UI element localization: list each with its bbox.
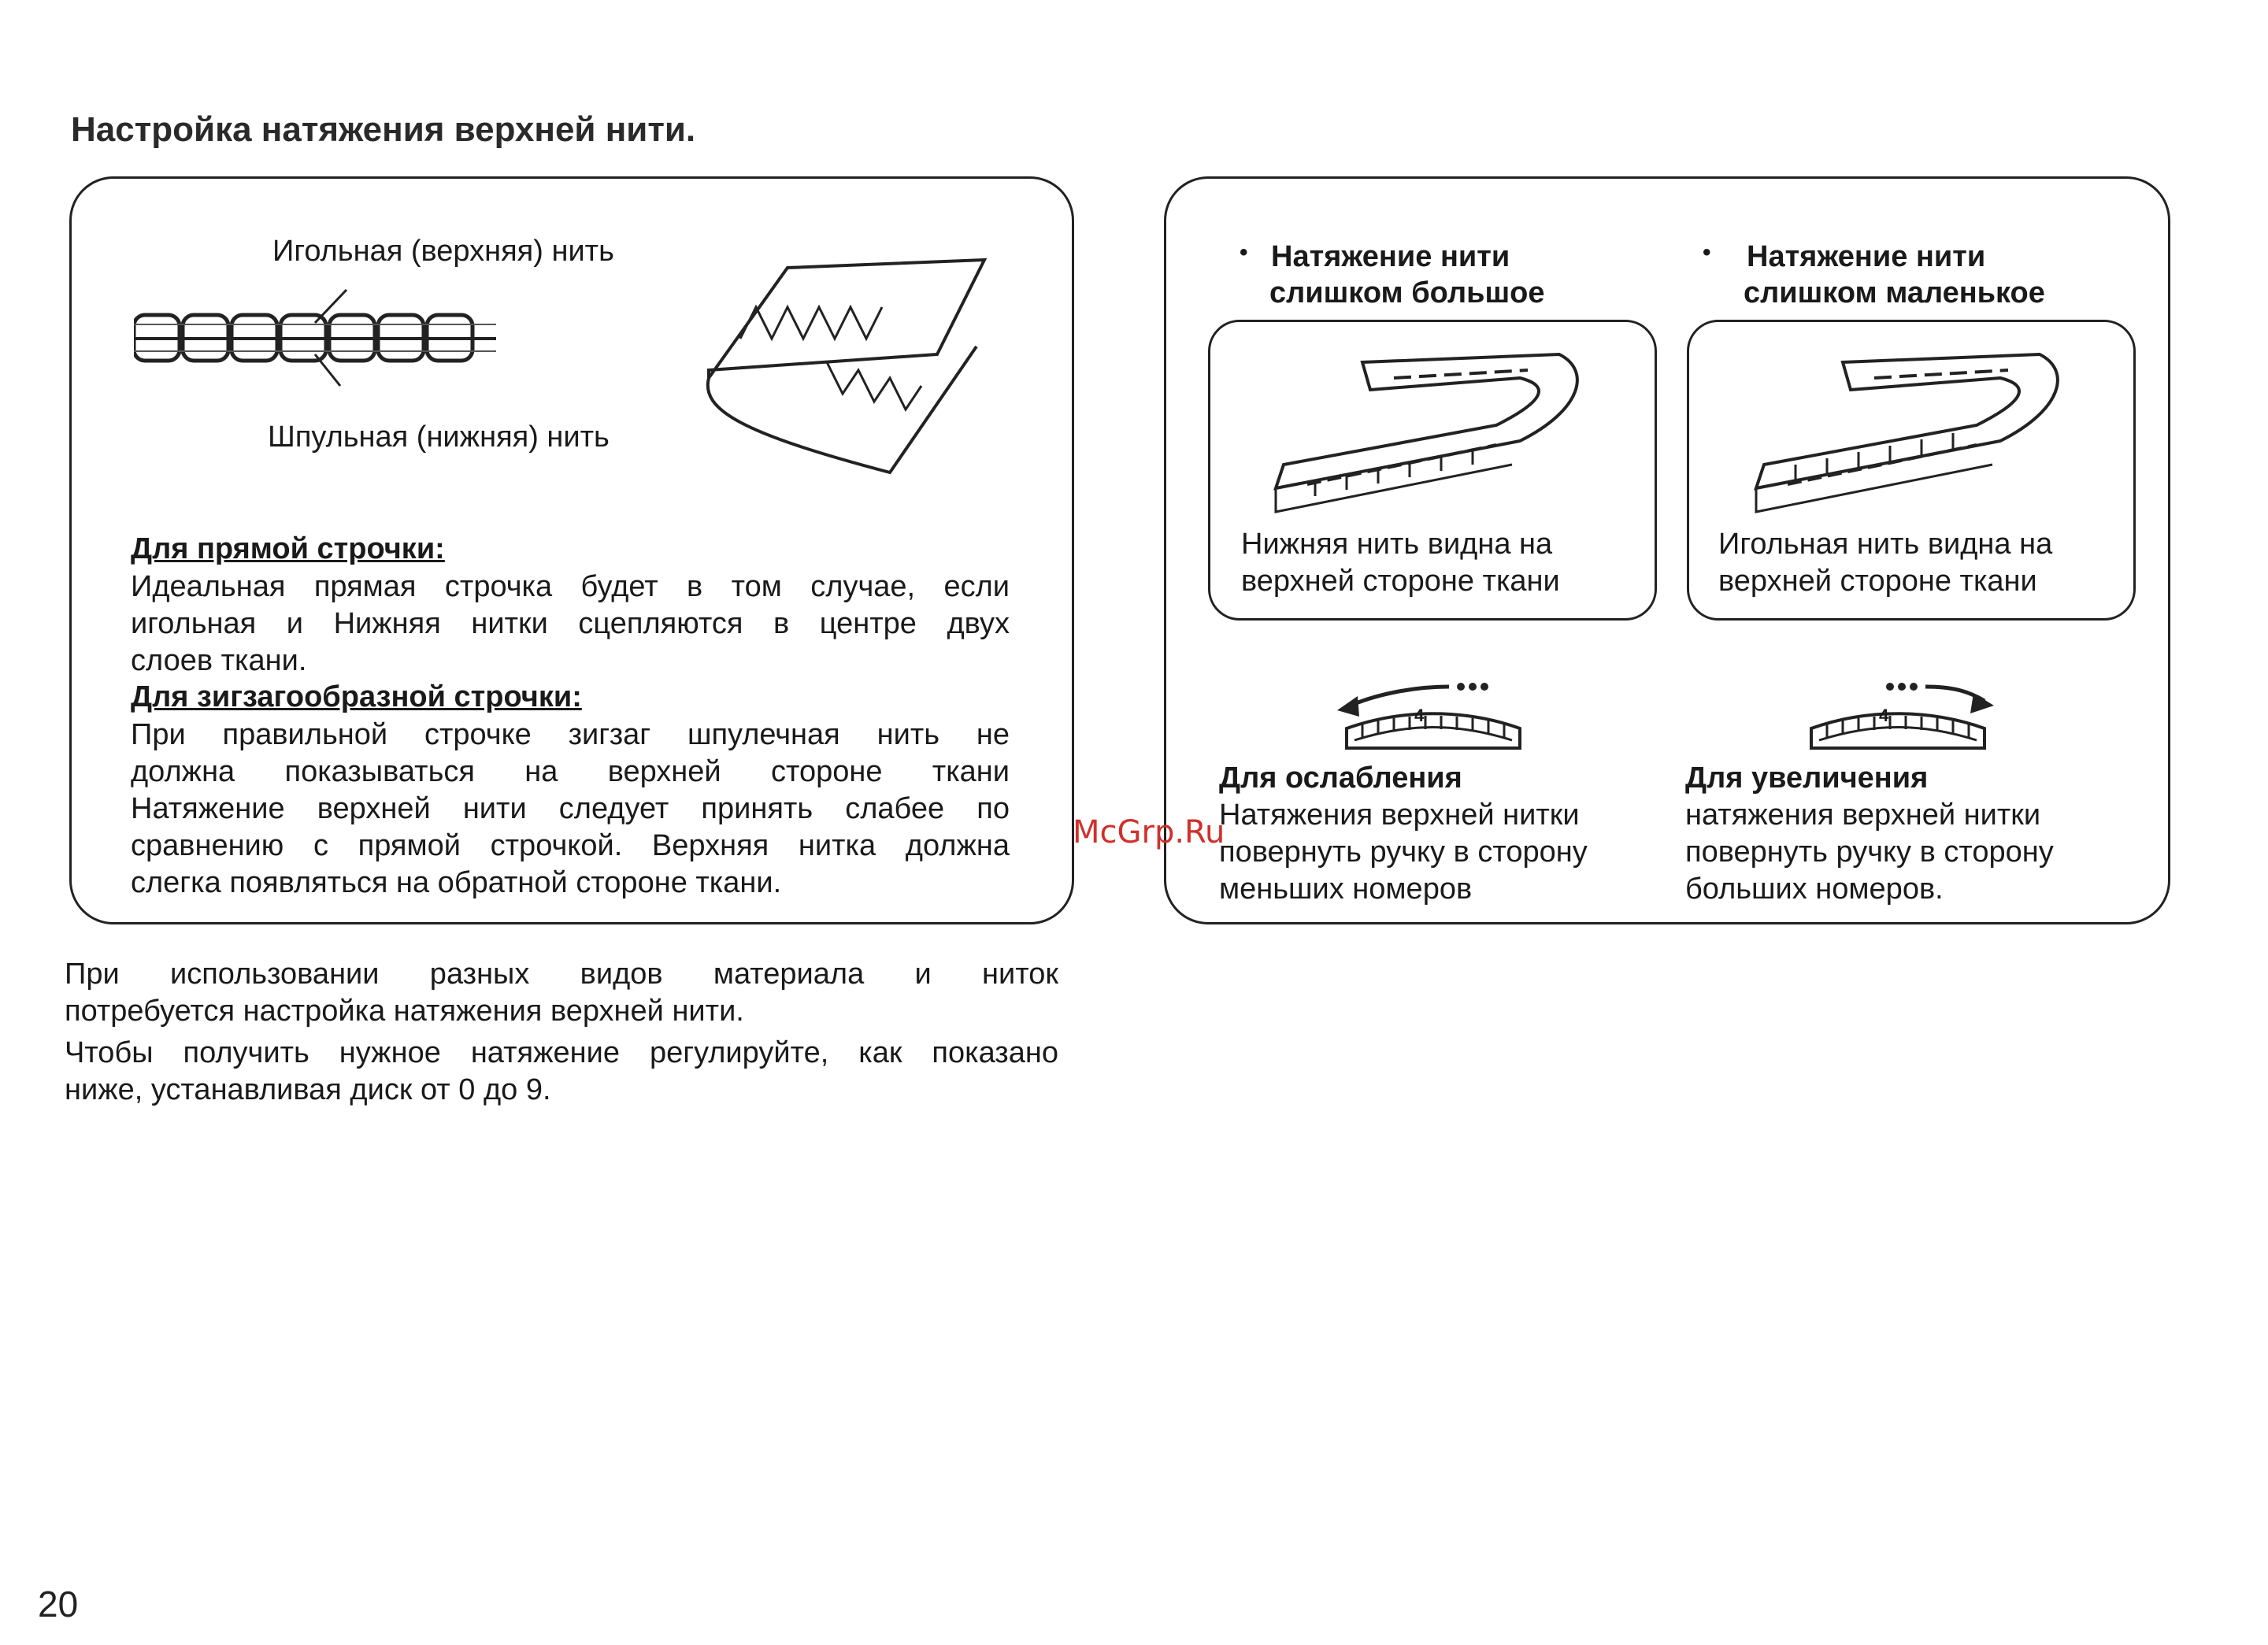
too-low-title-1: Натяжение нити xyxy=(1747,240,1986,273)
bobbin-thread-label: Шпульная (нижняя) нить xyxy=(268,421,610,454)
tension-dial-increase-icon xyxy=(1796,661,2000,756)
zigzag-stitch-heading: Для зигзагообразной строчки: xyxy=(131,680,582,713)
bottom-text-line-3: Чтобы получить нужное натяжение регулируйте, как показано xyxy=(65,1036,1058,1069)
dial-number-left: 4 xyxy=(1414,706,1425,725)
too-low-caption-2: верхней стороне ткани xyxy=(1718,565,2037,598)
page-number: 20 xyxy=(38,1584,79,1625)
increase-line-1: натяжения верхней нитки xyxy=(1685,798,2041,832)
too-high-title-1: Натяжение нити xyxy=(1271,240,1510,273)
zigzag-line-2: должна показываться на верхней стороне ткани xyxy=(131,755,1010,788)
decrease-line-1: Натяжения верхней нитки xyxy=(1219,798,1580,832)
tension-dial-decrease-icon xyxy=(1331,661,1536,756)
increase-line-3: больших номеров. xyxy=(1685,873,1944,906)
straight-stitch-line-2: игольная и Нижняя нитки сцепляются в центре двух xyxy=(131,607,1010,640)
straight-stitch-line-1: Идеальная прямая строчка будет в том случае, если xyxy=(131,570,1010,603)
stitch-chain-illustration xyxy=(134,283,496,394)
zigzag-line-1: При правильной строчке зигзаг шпулечная нить не xyxy=(131,718,1010,751)
page-title: Настройка натяжения верхней нити. xyxy=(71,110,696,149)
too-low-fabric-illustration xyxy=(1740,346,2087,528)
dial-number-right: 4 xyxy=(1879,706,1889,725)
bottom-text-line-1: При использовании разных видов материала и ниток xyxy=(65,958,1058,991)
increase-title: Для увеличения xyxy=(1685,761,1929,795)
too-high-caption-1: Нижняя нить видна на xyxy=(1241,528,1553,561)
decrease-line-3: меньших номеров xyxy=(1219,873,1473,906)
too-high-title-2: слишком большое xyxy=(1269,276,1545,309)
straight-stitch-line-3: слоев ткани. xyxy=(131,644,307,677)
too-low-title-2: слишком маленькое xyxy=(1744,276,2045,309)
too-high-caption-2: верхней стороне ткани xyxy=(1241,565,1560,598)
watermark: McGrp.Ru xyxy=(1073,814,1225,850)
bottom-text-line-4: ниже, устанавливая диск от 0 до 9. xyxy=(65,1073,551,1106)
zigzag-line-3: Натяжение верхней нити следует принять слабее по xyxy=(131,792,1010,825)
increase-line-2: повернуть ручку в сторону xyxy=(1685,835,2054,869)
bullet-too-high: • xyxy=(1240,239,1248,265)
bullet-too-low: • xyxy=(1703,239,1711,265)
too-high-fabric-illustration xyxy=(1260,346,1606,528)
straight-stitch-heading: Для прямой строчки: xyxy=(131,532,445,565)
bottom-text-line-2: потребуется настройка натяжения верхней нити. xyxy=(65,995,744,1028)
decrease-title: Для ослабления xyxy=(1219,761,1462,795)
zigzag-fabric-illustration xyxy=(693,252,992,480)
zigzag-line-5: слегка появляться на обратной стороне ткани. xyxy=(131,866,782,899)
zigzag-line-4: сравнению с прямой строчкой. Верхняя нитка должна xyxy=(131,829,1010,862)
needle-thread-label: Игольная (верхняя) нить xyxy=(272,235,614,268)
too-low-caption-1: Игольная нить видна на xyxy=(1718,528,2053,561)
decrease-line-2: повернуть ручку в сторону xyxy=(1219,835,1588,869)
